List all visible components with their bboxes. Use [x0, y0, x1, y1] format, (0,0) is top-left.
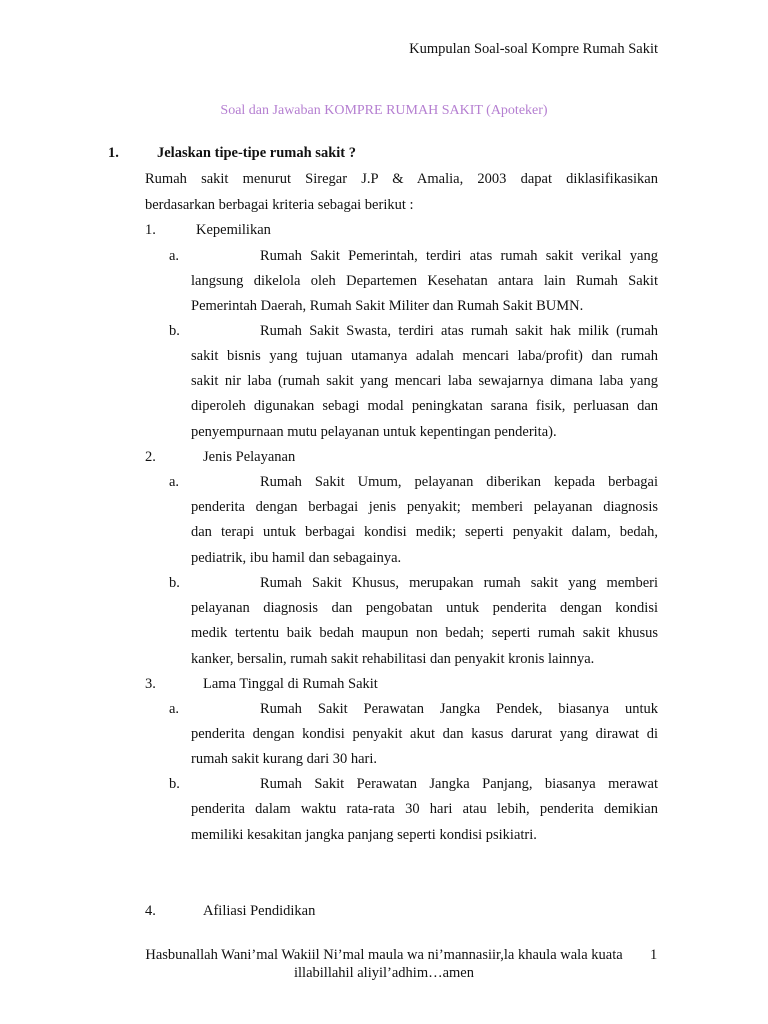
- item-line: medik tertentu baik bedah maupun non bedah; seperti rumah sakit khusus: [191, 625, 658, 641]
- question-text: Jelaskan tipe-tipe rumah sakit ?: [157, 145, 356, 161]
- item-line: penyempurnaan mutu pelayanan untuk kepentingan penderita).: [191, 424, 557, 440]
- footer-line-2: illabillahil aliyil’adhim…amen: [294, 965, 474, 981]
- item-line: kanker, bersalin, rumah sakit rehabilitasi dan penyakit kronis lainnya.: [191, 651, 595, 667]
- question-number: 1.: [108, 145, 119, 161]
- document-title: Soal dan Jawaban KOMPRE RUMAH SAKIT (Apoteker): [220, 103, 548, 118]
- item-line: pediatrik, ibu hamil dan sebagainya.: [191, 550, 402, 566]
- item-marker: b.: [169, 575, 180, 591]
- item-line: Pemerintah Daerah, Rumah Sakit Militer dan Rumah Sakit BUMN.: [191, 298, 584, 314]
- section-title: Lama Tinggal di Rumah Sakit: [203, 676, 378, 692]
- item-line: Rumah Sakit Swasta, terdiri atas rumah sakit hak milik (rumah: [260, 323, 658, 339]
- item-line: sakit nir laba (rumah sakit yang mencari laba sewajarnya dimana laba yang: [191, 373, 658, 389]
- page-number: 1: [650, 947, 658, 963]
- item-line: dan terapi untuk berbagai kondisi medik; seperti penyakit dalam, bedah,: [191, 524, 658, 540]
- section-title: Jenis Pelayanan: [203, 449, 296, 465]
- item-marker: a.: [169, 474, 180, 490]
- section-title: Afiliasi Pendidikan: [203, 903, 316, 919]
- item-line: sakit bisnis yang tujuan utamanya adalah mencari laba/profit) dan rumah: [191, 348, 658, 364]
- section-number: 3.: [145, 676, 156, 692]
- section-number: 2.: [145, 449, 156, 465]
- item-marker: a.: [169, 701, 180, 717]
- item-marker: a.: [169, 248, 180, 264]
- item-line: Rumah Sakit Khusus, merupakan rumah sakit yang memberi: [260, 575, 658, 591]
- item-line: diperoleh digunakan sebagi modal peningkatan sarana fisik, perluasan dan: [191, 398, 658, 414]
- item-line: Rumah Sakit Umum, pelayanan diberikan kepada berbagai: [260, 474, 658, 490]
- running-header: Kumpulan Soal-soal Kompre Rumah Sakit: [409, 41, 658, 57]
- item-marker: b.: [169, 776, 180, 792]
- section-number: 1.: [145, 222, 156, 238]
- intro-line: berdasarkan berbagai kriteria sebagai berikut :: [145, 197, 414, 213]
- item-line: penderita dengan berbagai jenis penyakit; memberi pelayanan diagnosis: [191, 499, 658, 515]
- item-line: pelayanan diagnosis dan pengobatan untuk penderita dengan kondisi: [191, 600, 658, 616]
- item-line: Rumah Sakit Perawatan Jangka Panjang, biasanya merawat: [260, 776, 658, 792]
- item-line: Rumah Sakit Pemerintah, terdiri atas rumah sakit verikal yang: [260, 248, 658, 264]
- intro-line: Rumah sakit menurut Siregar J.P & Amalia, 2003 dapat diklasifikasikan: [145, 171, 658, 187]
- section-title: Kepemilikan: [196, 222, 271, 238]
- item-line: penderita dengan kondisi penyakit akut dan kasus darurat yang dirawat di: [191, 726, 658, 742]
- item-line: Rumah Sakit Perawatan Jangka Pendek, biasanya untuk: [260, 701, 658, 717]
- item-line: memiliki kesakitan jangka panjang seperti kondisi psikiatri.: [191, 827, 537, 843]
- item-line: langsung dikelola oleh Departemen Kesehatan antara lain Rumah Sakit: [191, 273, 658, 289]
- section-number: 4.: [145, 903, 156, 919]
- item-line: penderita dalam waktu rata-rata 30 hari atau lebih, penderita demikian: [191, 801, 658, 817]
- footer-line-1: Hasbunallah Wani’mal Wakiil Ni’mal maula wa ni’mannasiir,la khaula wala kuata: [145, 947, 623, 963]
- item-line: rumah sakit kurang dari 30 hari.: [191, 751, 378, 767]
- item-marker: b.: [169, 323, 180, 339]
